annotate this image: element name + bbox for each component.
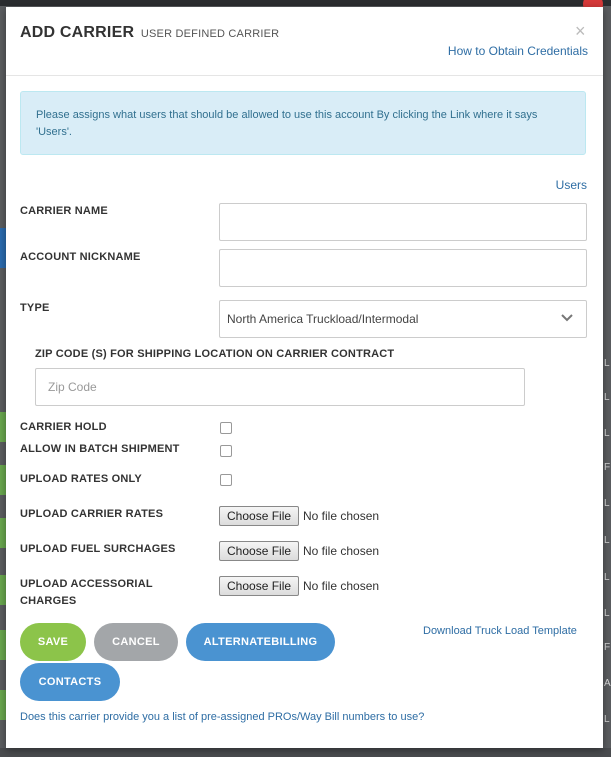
background-cell: F	[604, 462, 611, 473]
background-footer	[0, 748, 611, 757]
cancel-button[interactable]: CANCEL	[94, 623, 178, 661]
upload-accessorial-button[interactable]: Choose File	[219, 576, 299, 596]
upload-rates-only-label: UPLOAD RATES ONLY	[20, 473, 142, 485]
upload-accessorial-label-line1: UPLOAD ACCESSORIAL	[20, 578, 153, 590]
background-cell: L	[604, 608, 610, 619]
upload-accessorial-status: No file chosen	[303, 579, 380, 593]
zip-codes-label: ZIP CODE (S) FOR SHIPPING LOCATION ON CARRIER CONTRACT	[35, 348, 395, 360]
chevron-down-icon	[560, 313, 574, 323]
background-cell: L	[604, 572, 610, 583]
contacts-button[interactable]: CONTACTS	[20, 663, 120, 701]
background-cell: L	[604, 428, 610, 439]
info-alert	[20, 91, 586, 155]
alternate-billing-button[interactable]: ALTERNATEBILLING	[186, 623, 335, 661]
type-label: TYPE	[20, 302, 50, 314]
type-select[interactable]	[219, 300, 587, 338]
background-cell: L	[604, 535, 610, 546]
allow-batch-shipment-checkbox[interactable]	[220, 445, 232, 457]
background-cell: L	[604, 714, 610, 725]
carrier-hold-label: CARRIER HOLD	[20, 421, 107, 433]
type-select-value: North America Truckload/Intermodal	[227, 312, 419, 326]
download-truck-load-template-link[interactable]: Download Truck Load Template	[423, 625, 577, 637]
upload-accessorial-label	[20, 576, 153, 610]
background-cell: L	[604, 498, 610, 509]
info-alert-text: Please assigns what users that should be allowed to use this account By clicking the Link where it says 'Users'.	[36, 109, 538, 138]
zip-code-input[interactable]	[35, 368, 525, 406]
background-cell: F	[604, 642, 611, 653]
modal-subtitle: USER DEFINED CARRIER	[140, 28, 280, 40]
carrier-hold-checkbox[interactable]	[220, 422, 232, 434]
close-icon[interactable]: ×	[575, 21, 586, 41]
upload-accessorial-label-line2: CHARGES	[20, 595, 77, 607]
carrier-name-input[interactable]	[219, 203, 587, 241]
carrier-name-label: CARRIER NAME	[20, 205, 108, 217]
modal-title-text: ADD CARRIER	[20, 24, 135, 41]
allow-batch-shipment-label: ALLOW IN BATCH SHIPMENT	[20, 443, 180, 455]
upload-fuel-surcharges-label: UPLOAD FUEL SURCHAGES	[20, 543, 176, 555]
how-to-obtain-credentials-link[interactable]: How to Obtain Credentials	[447, 44, 588, 58]
pre-assigned-pros-link[interactable]: Does this carrier provide you a list of pre-assigned PROs/Way Bill numbers to use?	[20, 711, 425, 723]
upload-rates-only-checkbox[interactable]	[220, 474, 232, 486]
account-nickname-input[interactable]	[219, 249, 587, 287]
background-cell: A	[604, 678, 611, 689]
upload-carrier-rates-label: UPLOAD CARRIER RATES	[20, 508, 164, 520]
background-cell: L	[604, 392, 610, 403]
save-button[interactable]: SAVE	[20, 623, 86, 661]
account-nickname-label: ACCOUNT NICKNAME	[20, 251, 141, 263]
upload-carrier-rates-status: No file chosen	[303, 509, 380, 523]
upload-fuel-surcharges-status: No file chosen	[303, 544, 380, 558]
modal-title	[20, 24, 279, 42]
add-carrier-modal	[6, 7, 603, 748]
upload-carrier-rates-button[interactable]: Choose File	[219, 506, 299, 526]
modal-header	[6, 7, 603, 76]
background-topbar	[0, 0, 611, 6]
users-link[interactable]: Users	[555, 178, 587, 192]
upload-fuel-surcharges-button[interactable]: Choose File	[219, 541, 299, 561]
background-cell: L	[604, 358, 610, 369]
